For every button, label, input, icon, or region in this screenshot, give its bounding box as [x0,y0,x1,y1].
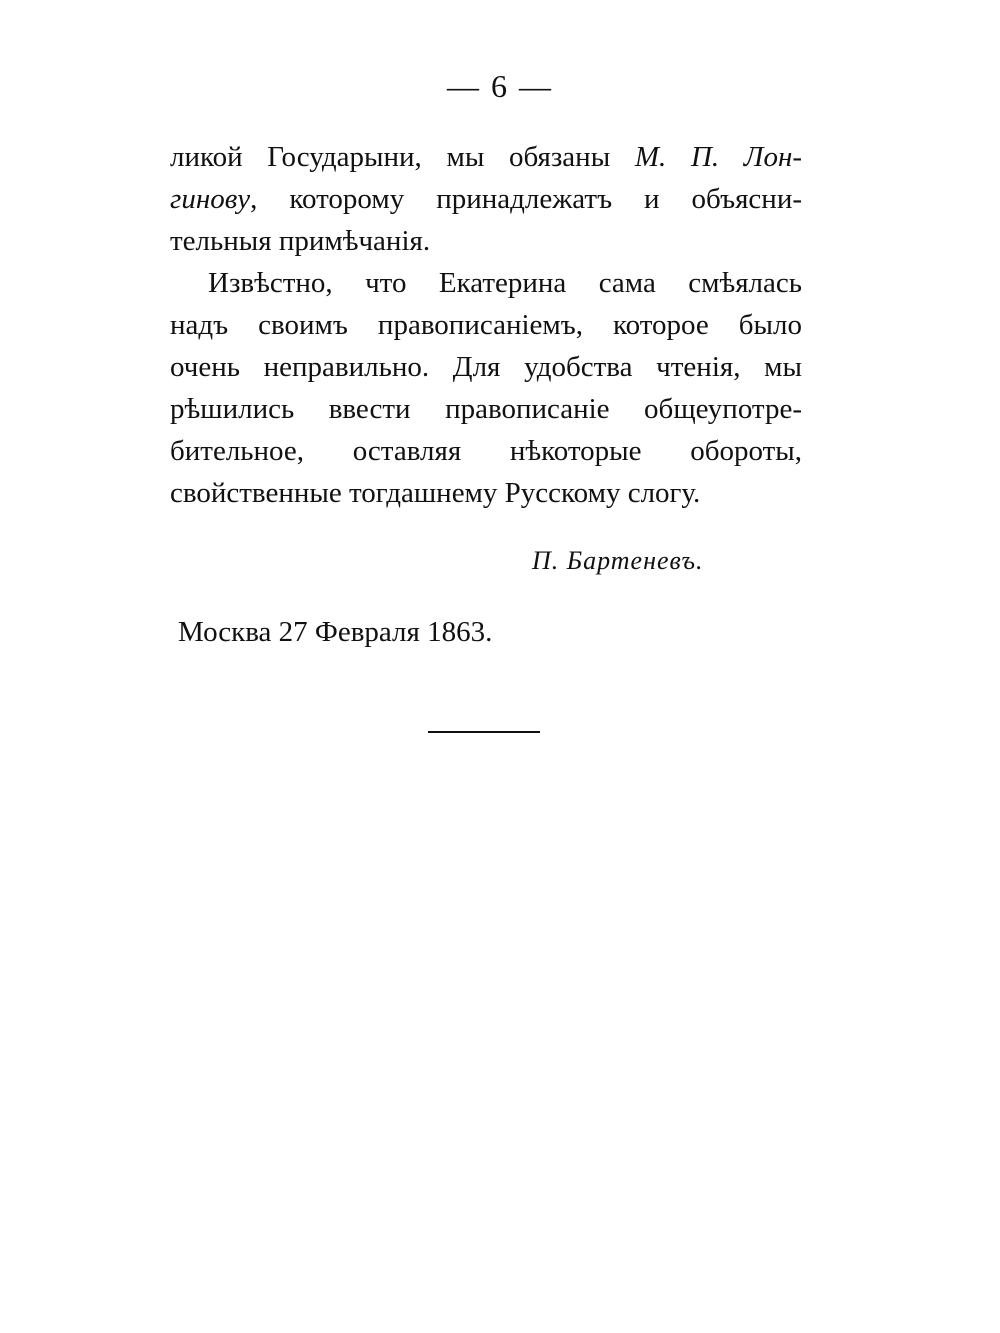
text-line [170,304,802,346]
italic-name: М. П. Лон- [634,141,802,173]
text-segment: , которому принадлежатъ и объясни- [250,183,802,215]
text-segment: свойственные тогдашнему Русскому слогу. [170,477,701,509]
closing-rule [428,731,540,733]
dateline: Москва 27 Февраля 1863. [178,616,493,648]
text-segment: тельныя примѣчанія. [170,225,431,257]
body-text [170,136,802,514]
text-line [170,262,802,304]
text-segment: ликой Государыни, мы обязаны [170,141,635,173]
text-line [170,178,802,220]
text-segment: Извѣстно, что Екатерина сама смѣялась [208,267,802,299]
text-line [170,220,802,262]
text-line [170,346,802,388]
text-line [170,388,802,430]
text-line [170,136,802,178]
signature: П. Бартеневъ. [532,546,704,575]
text-segment: очень неправильно. Для удобства чтенія, мы [170,351,802,383]
text-segment: надъ своимъ правописаніемъ, которое было [170,309,802,341]
text-line [170,472,802,514]
text-segment: рѣшились ввести правописаніе общеупотре- [170,393,802,425]
page-number: — 6 — [447,68,553,104]
italic-name: гинову [170,183,251,215]
text-line [170,430,802,472]
text-segment: бительное, оставляя нѣкоторые обороты, [170,435,802,467]
